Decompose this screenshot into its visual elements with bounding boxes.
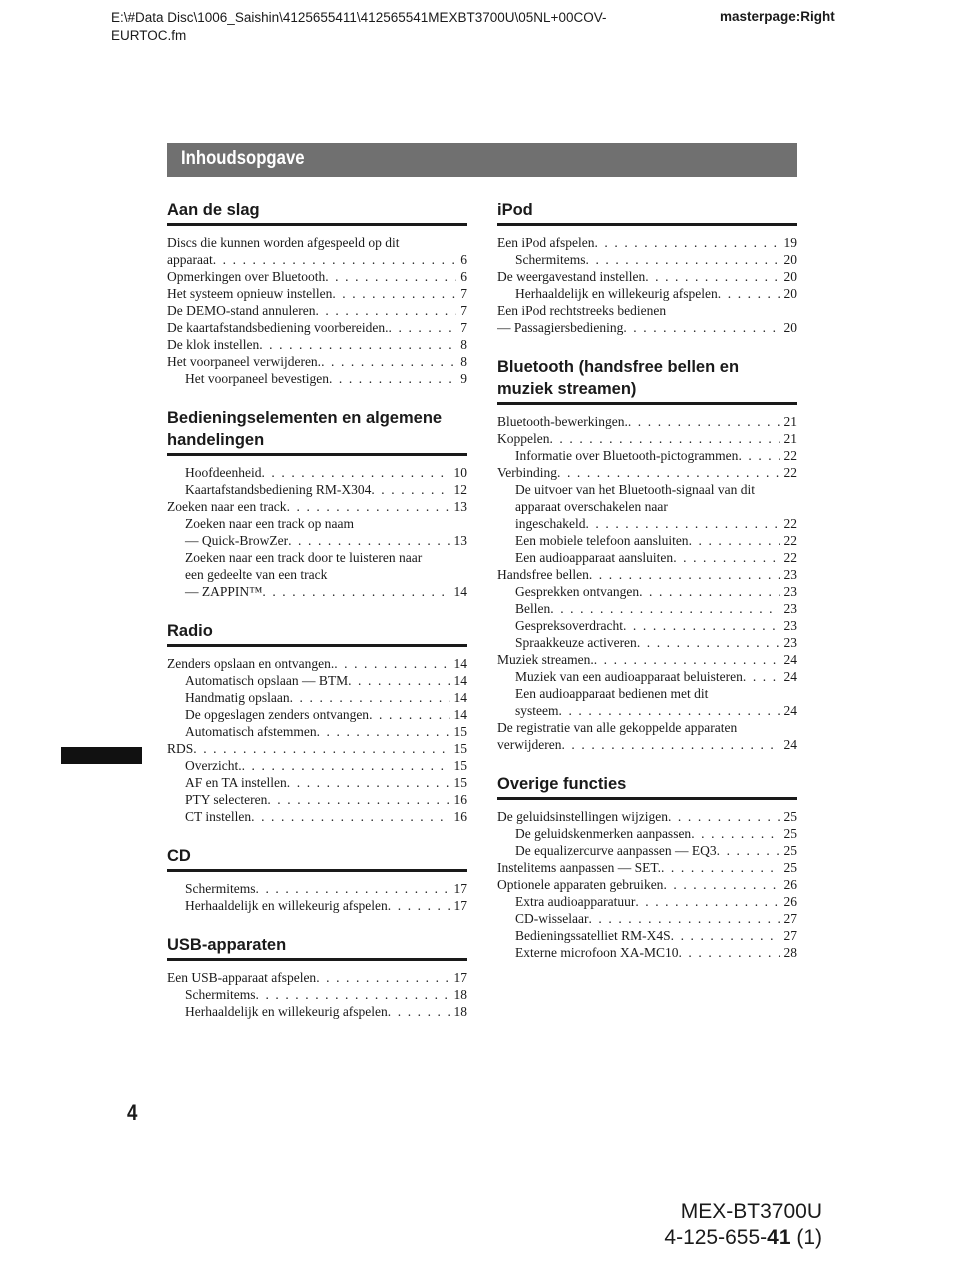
toc-entry-title: Hoofdeenheid — [185, 465, 262, 480]
toc-entry-title: Schermitems — [185, 881, 256, 896]
toc-entry-title: PTY selecteren — [185, 792, 268, 807]
toc-page-number: 19 — [783, 235, 797, 250]
toc-entry-title: Schermitems — [185, 987, 256, 1002]
toc-entries — [167, 880, 467, 914]
part-number-suffix: (1) — [790, 1226, 822, 1249]
toc-entry-title: — ZAPPIN™ — [185, 584, 263, 599]
toc-entry[interactable] — [167, 268, 467, 285]
dot-leader — [549, 430, 779, 447]
toc-entries — [497, 808, 797, 961]
toc-entry-text: Een audioapparaat bedienen met dit — [515, 686, 709, 701]
toc-entry-title: Instelitems aanpassen — SET. — [497, 860, 661, 875]
header-masterpage: masterpage:Right — [720, 9, 835, 24]
toc-entry-title: Handsfree bellen — [497, 567, 589, 582]
dot-leader — [661, 859, 780, 876]
toc-entry-title: De kaartafstandsbediening voorbereiden. — [167, 320, 389, 335]
section-heading: CD — [167, 845, 467, 872]
toc-page-number: 18 — [453, 1004, 467, 1019]
toc-entry-title: Automatisch opslaan — BTM — [185, 673, 349, 688]
toc-entry[interactable] — [497, 268, 797, 285]
toc-page-number: 14 — [453, 707, 467, 722]
toc-page-number: 14 — [453, 584, 467, 599]
toc-entry[interactable] — [167, 583, 467, 600]
toc-entry-title: Muziek van een audioapparaat beluisteren — [515, 669, 743, 684]
toc-entry[interactable] — [167, 808, 467, 825]
toc-entry-title: Opmerkingen over Bluetooth — [167, 269, 326, 284]
toc-entry[interactable] — [167, 740, 467, 757]
dot-leader — [315, 302, 456, 319]
toc-entry-title: CD-wisselaar — [515, 911, 589, 926]
dot-leader — [623, 617, 780, 634]
toc-page-number: 26 — [783, 877, 797, 892]
toc-page-number: 18 — [453, 987, 467, 1002]
toc-section-bediening — [167, 407, 467, 600]
toc-page-number: 15 — [453, 758, 467, 773]
toc-page-number: 17 — [453, 898, 467, 913]
toc-section-overige — [497, 773, 797, 961]
toc-entry[interactable] — [497, 600, 797, 617]
toc-entry-title: Zoeken naar een track — [167, 499, 287, 514]
model-info — [664, 1199, 822, 1251]
dot-leader — [586, 251, 780, 268]
dot-leader — [256, 880, 450, 897]
toc-entry-title: Verbinding — [497, 465, 557, 480]
toc-entry[interactable] — [167, 464, 467, 481]
toc-entry[interactable] — [497, 549, 797, 566]
dot-leader — [317, 723, 450, 740]
dot-leader — [594, 651, 780, 668]
toc-entry[interactable] — [167, 498, 467, 515]
toc-page-number: 10 — [453, 465, 467, 480]
toc-entry[interactable] — [497, 234, 797, 251]
section-tab-marker — [61, 747, 142, 764]
toc-page-number: 14 — [453, 673, 467, 688]
toc-entry-title: Schermitems — [515, 252, 586, 267]
dot-leader — [743, 668, 780, 685]
dot-leader — [628, 413, 780, 430]
toc-entry[interactable] — [497, 634, 797, 651]
toc-entry-title: verwijderen — [497, 737, 562, 752]
toc-entry-title: Handmatig opslaan — [185, 690, 290, 705]
toc-page-number: 21 — [783, 431, 797, 446]
toc-entry[interactable] — [497, 447, 797, 464]
toc-page-number: 20 — [783, 252, 797, 267]
toc-entry-text: Zoeken naar een track door te luisteren naar — [185, 550, 423, 565]
section-heading: Aan de slag — [167, 199, 467, 226]
toc-page-number: 25 — [783, 860, 797, 875]
toc-page-number: 17 — [453, 970, 467, 985]
toc-column-left — [167, 199, 467, 1040]
dot-leader — [261, 464, 449, 481]
dot-leader — [585, 515, 779, 532]
toc-entry-title: Informatie over Bluetooth-pictogrammen — [515, 448, 739, 463]
dot-leader — [371, 481, 449, 498]
toc-page-number: 23 — [783, 618, 797, 633]
toc-page-number: 24 — [783, 652, 797, 667]
toc-entry-title: Bellen — [515, 601, 551, 616]
toc-entry[interactable] — [497, 285, 797, 302]
toc-entry-title: Overzicht. — [185, 758, 242, 773]
toc-section-aan-de-slag — [167, 199, 467, 387]
dot-leader — [287, 774, 450, 791]
toc-page-number: 7 — [460, 303, 467, 318]
toc-entry-title: De equalizercurve aanpassen — EQ3 — [515, 843, 717, 858]
dot-leader — [213, 251, 457, 268]
toc-entry-title: systeem — [515, 703, 559, 718]
toc-entry[interactable] — [167, 370, 467, 387]
toc-entry[interactable] — [497, 910, 797, 927]
toc-entry-title: ingeschakeld — [515, 516, 586, 531]
toc-entry[interactable] — [497, 651, 797, 668]
toc-entry-title: Automatisch afstemmen — [185, 724, 317, 739]
toc-page-number: 13 — [453, 499, 467, 514]
header-file-path: E:\#Data Disc\1006_Saishin\4125655411\412565541MEXBT3700U\05NL+00COV-EURTOC.fm — [111, 10, 607, 43]
toc-entries — [167, 969, 467, 1020]
toc-page-number: 14 — [453, 656, 467, 671]
toc-entry-title: De weergavestand instellen — [497, 269, 646, 284]
toc-entry-title: De klok instellen — [167, 337, 260, 352]
dot-leader — [267, 791, 449, 808]
toc-page-number: 25 — [783, 843, 797, 858]
toc-section-cd — [167, 845, 467, 914]
toc-page-number: 23 — [783, 567, 797, 582]
toc-page-number: 13 — [453, 533, 467, 548]
dot-leader — [325, 268, 456, 285]
toc-entry[interactable] — [497, 944, 797, 961]
dot-leader — [689, 532, 780, 549]
toc-column-right — [497, 199, 797, 981]
toc-page-number: 23 — [783, 601, 797, 616]
toc-entry[interactable] — [167, 791, 467, 808]
toc-entry[interactable] — [497, 430, 797, 447]
toc-page-number: 14 — [453, 690, 467, 705]
toc-entries — [167, 464, 467, 600]
dot-leader — [251, 808, 449, 825]
toc-page-number: 12 — [453, 482, 467, 497]
toc-entry[interactable] — [497, 842, 797, 859]
toc-entry-title: Het voorpaneel verwijderen. — [167, 354, 322, 369]
toc-page-number: 25 — [783, 809, 797, 824]
section-heading: USB-apparaten — [167, 934, 467, 961]
toc-entry-title: Extra audioapparatuur — [515, 894, 636, 909]
dot-leader — [561, 736, 779, 753]
toc-entry-title: — Quick-BrowZer — [185, 533, 289, 548]
toc-page-number: 15 — [453, 775, 467, 790]
toc-entry-title: Bedieningssatelliet RM-X4S — [515, 928, 671, 943]
dot-leader — [256, 986, 450, 1003]
toc-page-number: 6 — [460, 269, 467, 284]
dot-leader — [389, 319, 457, 336]
toc-entry-title: Herhaaldelijk en willekeurig afspelen — [185, 1004, 388, 1019]
dot-leader — [589, 566, 780, 583]
toc-page-number: 20 — [783, 286, 797, 301]
toc-entry[interactable] — [497, 736, 797, 753]
toc-page-number: 22 — [783, 465, 797, 480]
dot-leader — [316, 969, 449, 986]
toc-entry[interactable] — [497, 859, 797, 876]
toc-entry-title: — Passagiersbediening — [497, 320, 624, 335]
section-heading: iPod — [497, 199, 797, 226]
toc-page-number: 7 — [460, 286, 467, 301]
toc-page-number: 16 — [453, 792, 467, 807]
part-number-bold: 41 — [767, 1226, 791, 1249]
toc-page-number: 15 — [453, 724, 467, 739]
page-title: Inhoudsopgave — [181, 148, 305, 169]
dot-leader — [388, 897, 450, 914]
dot-leader — [635, 893, 779, 910]
toc-entry-title: Koppelen — [497, 431, 550, 446]
toc-section-bluetooth — [497, 356, 797, 753]
toc-page-number: 8 — [460, 354, 467, 369]
toc-entry-title: Herhaaldelijk en willekeurig afspelen — [185, 898, 388, 913]
toc-entry[interactable] — [497, 583, 797, 600]
dot-leader — [288, 532, 449, 549]
toc-entry[interactable] — [497, 515, 797, 532]
section-heading: Bedieningselementen en algemene handelingen — [167, 407, 467, 456]
dot-leader — [668, 808, 780, 825]
toc-entry-title: CT instellen — [185, 809, 252, 824]
toc-entry[interactable] — [497, 319, 797, 336]
dot-leader — [259, 336, 456, 353]
part-number — [664, 1225, 822, 1251]
title-bar — [167, 143, 797, 177]
dot-leader — [594, 234, 779, 251]
toc-entries — [497, 234, 797, 336]
dot-leader — [329, 370, 456, 387]
toc-entry[interactable] — [167, 481, 467, 498]
toc-entry[interactable] — [497, 825, 797, 842]
toc-page-number: 22 — [783, 550, 797, 565]
toc-entry-text: De uitvoer van het Bluetooth-signaal van dit — [515, 482, 755, 497]
toc-entry[interactable] — [167, 285, 467, 302]
dot-leader — [678, 944, 779, 961]
toc-entry[interactable] — [167, 1003, 467, 1020]
toc-page-number: 20 — [783, 269, 797, 284]
toc-entry-title: De geluidsinstellingen wijzigen — [497, 809, 668, 824]
toc-entry-title: Kaartafstandsbediening RM-X304 — [185, 482, 372, 497]
toc-entry[interactable] — [497, 566, 797, 583]
section-heading: Radio — [167, 620, 467, 647]
dot-leader — [321, 353, 456, 370]
toc-page-number: 25 — [783, 826, 797, 841]
toc-page-number: 27 — [783, 928, 797, 943]
toc-entry-title: Externe microfoon XA-MC10 — [515, 945, 679, 960]
dot-leader — [645, 268, 779, 285]
toc-entry[interactable] — [167, 723, 467, 740]
toc-entry[interactable] — [497, 893, 797, 910]
toc-entry-text: apparaat overschakelen naar — [515, 499, 668, 514]
toc-entry-title: Herhaaldelijk en willekeurig afspelen — [515, 286, 718, 301]
section-heading: Bluetooth (handsfree bellen en muziek streamen) — [497, 356, 797, 405]
toc-entry[interactable] — [167, 897, 467, 914]
toc-page-number: 15 — [453, 741, 467, 756]
dot-leader — [588, 910, 779, 927]
dot-leader — [290, 689, 450, 706]
toc-entry-title: Het voorpaneel bevestigen — [185, 371, 329, 386]
toc-page-number: 17 — [453, 881, 467, 896]
section-heading: Overige functies — [497, 773, 797, 800]
toc-entries — [167, 234, 467, 387]
toc-entry[interactable] — [167, 986, 467, 1003]
dot-leader — [663, 876, 779, 893]
toc-entry[interactable] — [497, 532, 797, 549]
dot-leader — [673, 549, 779, 566]
toc-entry[interactable] — [497, 464, 797, 481]
toc-entry[interactable] — [167, 302, 467, 319]
toc-entry[interactable] — [167, 689, 467, 706]
dot-leader — [287, 498, 450, 515]
toc-entry[interactable] — [167, 655, 467, 672]
toc-entry[interactable] — [167, 706, 467, 723]
toc-entry[interactable] — [167, 251, 467, 268]
toc-entry[interactable] — [167, 532, 467, 549]
toc-entries — [167, 655, 467, 825]
dot-leader — [262, 583, 449, 600]
toc-entry-title: Spraakkeuze activeren — [515, 635, 637, 650]
toc-page-number: 22 — [783, 533, 797, 548]
toc-page-number: 21 — [783, 414, 797, 429]
dot-leader — [559, 702, 780, 719]
toc-entry[interactable] — [497, 702, 797, 719]
toc-entry[interactable] — [497, 808, 797, 825]
toc-entry[interactable] — [167, 969, 467, 986]
toc-entry-title: Een iPod afspelen — [497, 235, 595, 250]
toc-entry[interactable] — [497, 251, 797, 268]
dot-leader — [348, 672, 449, 689]
dot-leader — [639, 583, 779, 600]
toc-entry-title: Een mobiele telefoon aansluiten — [515, 533, 689, 548]
dot-leader — [691, 825, 779, 842]
dot-leader — [637, 634, 780, 651]
toc-entry-title: De DEMO-stand annuleren — [167, 303, 316, 318]
dot-leader — [738, 447, 779, 464]
dot-leader — [717, 842, 780, 859]
toc-entry-text: Discs die kunnen worden afgespeeld op dit — [167, 235, 400, 250]
dot-leader — [334, 655, 449, 672]
toc-entry-title: Een USB-apparaat afspelen — [167, 970, 317, 985]
toc-entry[interactable] — [497, 668, 797, 685]
model-name: MEX-BT3700U — [680, 1200, 822, 1223]
dot-leader — [332, 285, 456, 302]
toc-page-number: 7 — [460, 320, 467, 335]
toc-entry[interactable] — [167, 757, 467, 774]
toc-entry-text: De registratie van alle gekoppelde apparaten — [497, 720, 738, 735]
toc-page-number: 16 — [453, 809, 467, 824]
toc-page-number: 27 — [783, 911, 797, 926]
toc-page-number: 6 — [460, 252, 467, 267]
page-number: 4 — [127, 1100, 138, 1125]
toc-section-ipod — [497, 199, 797, 336]
toc-entry-title: Een audioapparaat aansluiten — [515, 550, 674, 565]
toc-page-number: 22 — [783, 448, 797, 463]
toc-entry[interactable] — [497, 876, 797, 893]
toc-page-number: 24 — [783, 737, 797, 752]
toc-entry-title: Bluetooth-bewerkingen. — [497, 414, 628, 429]
toc-page-number: 23 — [783, 584, 797, 599]
toc-entries — [497, 413, 797, 753]
toc-entry[interactable] — [167, 336, 467, 353]
toc-page-number: 26 — [783, 894, 797, 909]
toc-entry-title: Optionele apparaten gebruiken — [497, 877, 664, 892]
toc-entry-title: Het systeem opnieuw instellen — [167, 286, 333, 301]
toc-page-number: 8 — [460, 337, 467, 352]
toc-entry-title: Muziek streamen. — [497, 652, 594, 667]
toc-page-number: 20 — [783, 320, 797, 335]
dot-leader — [718, 285, 780, 302]
dot-leader — [242, 757, 450, 774]
part-number-prefix: 4-125-655- — [664, 1226, 768, 1249]
toc-page-number: 22 — [783, 516, 797, 531]
toc-page-number: 23 — [783, 635, 797, 650]
toc-page-number: 9 — [460, 371, 467, 386]
toc-entry[interactable] — [167, 319, 467, 336]
toc-entry-title: AF en TA instellen — [185, 775, 287, 790]
toc-entry-title: apparaat — [167, 252, 213, 267]
toc-entry-title: De geluidskenmerken aanpassen — [515, 826, 692, 841]
dot-leader — [671, 927, 780, 944]
toc-entry[interactable] — [167, 353, 467, 370]
toc-entry-text: Zoeken naar een track op naam — [185, 516, 355, 531]
dot-leader — [623, 319, 779, 336]
toc-section-radio — [167, 620, 467, 825]
toc-entry-text: Een iPod rechtstreeks bedienen — [497, 303, 667, 318]
toc-entry-title: Gesprekken ontvangen — [515, 584, 640, 599]
toc-entry[interactable] — [167, 880, 467, 897]
toc-section-usb — [167, 934, 467, 1020]
toc-entry-title: Zenders opslaan en ontvangen. — [167, 656, 335, 671]
toc-entry-title: Gespreksoverdracht — [515, 618, 623, 633]
dot-leader — [388, 1003, 450, 1020]
toc-entry[interactable] — [167, 774, 467, 791]
toc-page-number: 24 — [783, 669, 797, 684]
dot-leader — [557, 464, 780, 481]
dot-leader — [550, 600, 779, 617]
toc-entry-title: De opgeslagen zenders ontvangen — [185, 707, 370, 722]
toc-page-number: 24 — [783, 703, 797, 718]
dot-leader — [193, 740, 449, 757]
toc-entry[interactable] — [167, 672, 467, 689]
toc-entry[interactable] — [497, 617, 797, 634]
toc-entry[interactable] — [497, 413, 797, 430]
toc-entry-title: RDS — [167, 741, 194, 756]
toc-entry[interactable] — [497, 927, 797, 944]
toc-page-number: 28 — [783, 945, 797, 960]
toc-entry-text: een gedeelte van een track — [185, 567, 328, 582]
dot-leader — [369, 706, 449, 723]
